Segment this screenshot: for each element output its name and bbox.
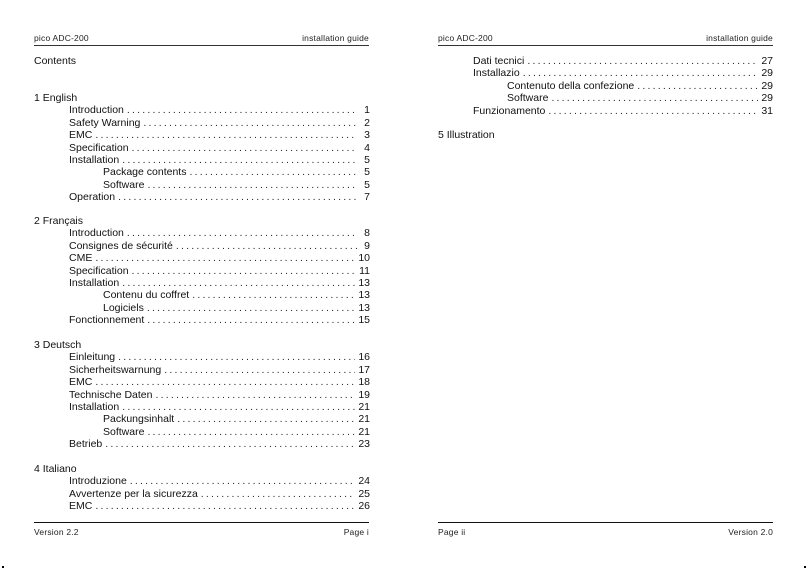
toc-entry-page: 21 [358,413,370,426]
toc-entry-label: Avvertenze per la sicurezza [69,487,198,500]
toc-entry-page: 31 [761,104,773,117]
toc-dot-leader [523,67,759,80]
toc-entry [69,475,370,488]
section-heading: 4 Italiano [34,463,77,475]
toc-entry-label: EMC [69,129,93,142]
footer-right: Page i [343,527,369,537]
toc-dot-leader [551,92,758,105]
toc-entry-label: Einleitung [69,351,116,364]
toc-dot-leader [122,401,355,414]
toc-entry [69,500,370,513]
toc-entry-page: 19 [358,388,370,401]
toc-entry-page: 5 [364,154,370,166]
toc-dot-leader [95,129,357,142]
toc-dot-leader [122,154,357,167]
toc-entry-page: 15 [358,314,370,327]
toc-entry-page: 21 [358,425,370,438]
toc-entry-label: Contenuto della confezione [507,79,635,92]
toc-entry-page: 9 [364,239,370,252]
toc-entry-label: Consignes de sécurité [69,239,173,252]
toc-entry-page: 7 [364,191,370,204]
toc-entry [103,289,370,302]
toc-entry-page: 4 [364,141,370,154]
toc-entry-label: Technische Daten [69,388,153,401]
toc-entry-page: 24 [358,475,370,488]
toc-entry-page: 18 [358,376,370,389]
toc-entry [69,314,370,327]
toc-entry-page: 13 [358,301,370,314]
corner-mark [2,566,4,568]
section-heading: 1 English [34,92,78,104]
toc-entry-label: Software [103,425,145,438]
toc-entry [69,277,370,290]
section-heading: 2 Français [34,215,84,227]
toc-entry-label: Safety Warning [69,116,141,129]
footer-right: Version 2.0 [728,527,773,537]
header-left: pico ADC-200 [438,33,493,43]
toc-entry-label: Fonctionnement [69,314,145,327]
toc-dot-leader [147,179,357,192]
toc-entry-page: 13 [358,277,370,289]
right-page [404,0,808,570]
header-left: pico ADC-200 [34,33,89,43]
toc-entry-label: Installazio [473,67,520,80]
toc-entry [69,351,370,364]
footer-rule [34,522,369,523]
toc-entry [69,104,370,117]
toc-dot-leader [147,426,355,439]
toc-dot-leader [201,488,356,501]
toc-entry [103,166,370,179]
header-rule [34,45,369,46]
toc-entry-page: 25 [358,487,370,500]
toc-dot-leader [132,265,357,278]
section-heading: 3 Deutsch [34,339,82,351]
toc-entry-page: 5 [364,166,370,179]
toc-entry-label: EMC [69,376,93,389]
footer-left: Version 2.2 [34,527,79,537]
toc-entry [473,55,773,68]
toc-entry-label: Logiciels [103,301,144,314]
toc-entry-label: Introduction [69,104,124,117]
toc-dot-leader [164,364,355,377]
toc-entry [69,265,370,278]
toc-dot-leader [127,104,357,117]
toc-dot-leader [176,240,357,253]
toc-entry-page: 5 [364,178,370,191]
toc-dot-leader [122,277,355,290]
toc-entry-label: Funzionamento [473,104,546,117]
toc-dot-leader [637,80,758,93]
toc-entry-page: 16 [358,351,370,364]
toc-entry-page: 8 [364,227,370,240]
toc-entry-label: Software [507,92,549,105]
toc-entry-page: 3 [364,129,370,142]
toc-dot-leader [130,475,356,488]
toc-entry [69,364,370,377]
toc-entry [69,142,370,155]
toc-entry-label: Operation [69,191,116,204]
toc-entry-label: Installation [69,277,120,289]
toc-entry [507,92,773,105]
toc-entry [473,105,773,118]
toc-entry-label: EMC [69,500,93,513]
toc-dot-leader [118,191,357,204]
toc-entry [103,426,370,439]
toc-entry-label: Introduction [69,227,124,240]
toc-entry [69,117,370,130]
toc-entry [69,401,370,414]
footer-rule [438,522,773,523]
header-right: installation guide [706,33,773,43]
toc-entry-label: Sicherheitswarnung [69,363,162,376]
toc-entry-page: 1 [364,104,370,117]
toc-dot-leader [147,302,355,315]
toc-entry [69,240,370,253]
toc-entry [507,80,773,93]
toc-dot-leader [95,252,355,265]
toc-dot-leader [132,142,357,155]
toc-entry-label: CME [69,252,93,265]
toc-dot-leader [127,227,357,240]
toc-entry-label: Packungsinhalt [103,413,175,426]
toc-entry [69,227,370,240]
toc-entry-page: 10 [358,252,370,265]
toc-entry [69,154,370,167]
toc-entry-page: 2 [364,116,370,129]
toc-dot-leader [147,314,355,327]
toc-dot-leader [548,105,758,118]
toc-entry [69,488,370,501]
toc-entry-page: 23 [358,438,370,451]
toc-entry [69,129,370,142]
toc-entry-label: Dati tecnici [473,55,525,67]
toc-dot-leader [189,166,357,179]
toc-entry-label: Introduzione [69,475,127,488]
toc-entry-label: Software [103,178,145,191]
toc-entry [103,179,370,192]
toc-entry-page: 27 [761,55,773,67]
toc-entry-label: Package contents [103,166,187,179]
corner-mark [804,566,806,568]
toc-entry [69,438,370,451]
toc-entry [473,67,773,80]
toc-entry-label: Betrieb [69,438,103,451]
toc-entry [69,252,370,265]
toc-entry-page: 29 [761,79,773,92]
toc-dot-leader [105,438,355,451]
toc-entry-page: 26 [358,500,370,513]
toc-entry-label: Installation [69,154,120,166]
header-rule [438,45,773,46]
toc-dot-leader [527,55,758,68]
footer-left: Page ii [438,527,466,537]
toc-entry-page: 11 [359,264,370,277]
section-heading-illustration: 5 Illustration [438,129,495,141]
toc-entry [103,413,370,426]
contents-title: Contents [34,55,77,67]
toc-entry-label: Contenu du coffret [103,289,190,302]
toc-entry-label: Specification [69,141,129,154]
toc-dot-leader [143,117,357,130]
toc-dot-leader [95,376,355,389]
toc-entry [69,389,370,402]
toc-entry [69,191,370,204]
header-right: installation guide [302,33,369,43]
toc-entry-page: 21 [358,401,370,413]
toc-entry-page: 13 [358,289,370,302]
toc-entry [69,376,370,389]
toc-dot-leader [192,289,355,302]
toc-entry-page: 17 [358,363,370,376]
toc-dot-leader [177,413,355,426]
toc-entry-page: 29 [761,67,773,80]
toc-entry-page: 29 [761,92,773,105]
toc-entry-label: Installation [69,401,120,413]
toc-dot-leader [118,351,355,364]
toc-entry [103,302,370,315]
toc-dot-leader [155,389,355,402]
toc-entry-label: Specification [69,264,129,277]
toc-dot-leader [95,500,355,513]
